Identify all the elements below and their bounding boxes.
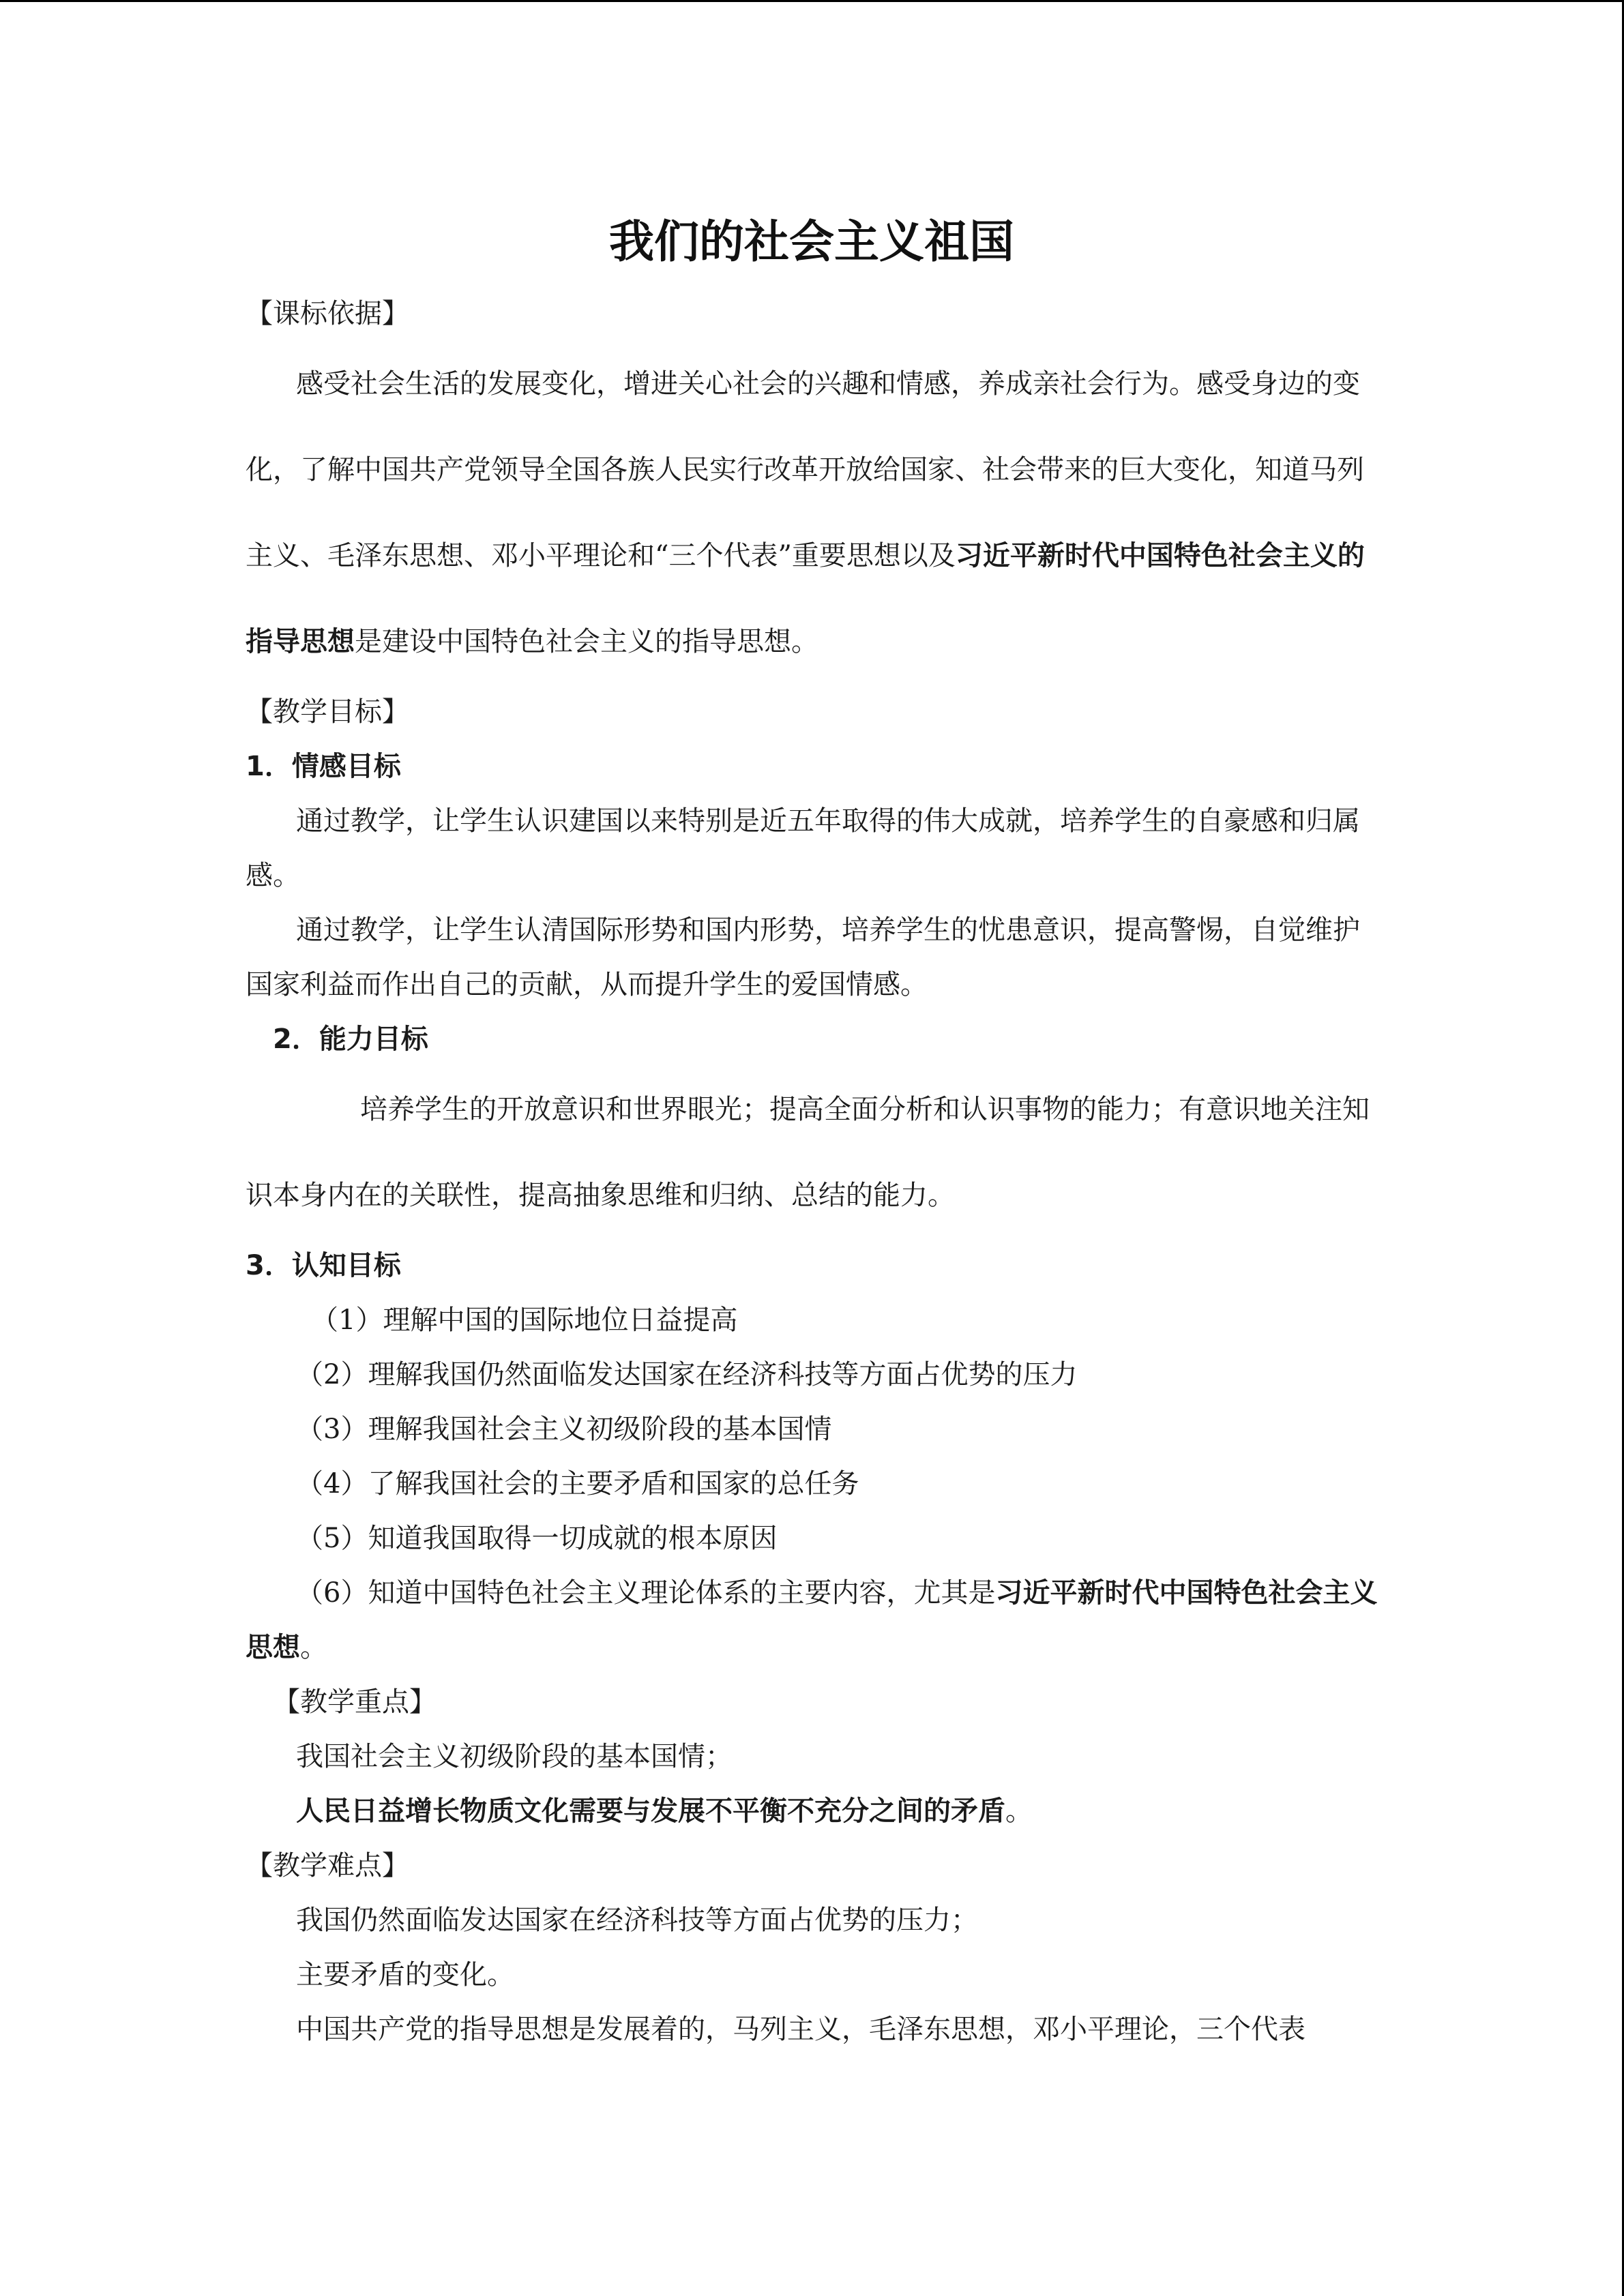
cognition-item-4: （4）了解我国社会的主要矛盾和国家的总任务 [296,1468,859,1500]
cognition-item-6-bold: 习近平新时代中国特色社会主义思想 [246,1577,1378,1663]
ability-objective-paragraph: 培养学生的开放意识和世界眼光；提高全面分析和认识事物的能力；有意识地关注知识本身内在的关联性，提高抽象思维和归纳、总结的能力。 [246,1094,1370,1211]
emotion-objective-heading: 1．情感目标 [246,751,401,782]
difficulty-1: 我国仍然面临发达国家在经济科技等方面占优势的压力； [296,1905,978,1936]
document-page [246,205,1378,2057]
key-point-2-end: 。 [1005,1795,1033,1827]
difficulty-3: 中国共产党的指导思想是发展着的，马列主义，毛泽东思想，邓小平理论，三个代表 [296,2014,1305,2045]
curriculum-text-bold: 习近平新时代中国特色社会主义的指导思想 [246,540,1365,657]
cognition-item-3: （3）理解我国社会主义初级阶段的基本国情 [296,1414,832,1445]
key-point-2 [246,1784,1378,1838]
section-heading-difficulties: 【教学难点】 [246,1850,409,1881]
cognition-item-6-end: 。 [300,1632,327,1663]
cognition-item-6-text: （6）知道中国特色社会主义理论体系的主要内容，尤其是 [296,1577,996,1609]
emotion-objective-paragraph-2: 通过教学，让学生认清国际形势和国内形势，培养学生的忧患意识，提高警惕，自觉维护国家利益而作出自己的贡献，从而提升学生的爱国情感。 [246,914,1360,1000]
cognition-objective-heading: 3．认知目标 [246,1250,401,1281]
curriculum-text: 感受社会生活的发展变化，增进关心社会的兴趣和情感，养成亲社会行为。感受身边的变化，了解中国共产党领导全国各族人民实行改革开放给国家、社会带来的巨大变化，知道马列主义、毛泽东思想、邓小平理论和“三个代表”重要思想以及 [246,368,1364,571]
ability-objective-heading: 2．能力目标 [273,1024,428,1055]
section-heading-curriculum: 【课标依据】 [246,298,409,329]
key-point-2-bold: 人民日益增长物质文化需要与发展不平衡不充分之间的矛盾 [296,1795,1005,1827]
page-title: 我们的社会主义祖国 [609,215,1014,268]
difficulty-2: 主要矛盾的变化。 [296,1959,514,1991]
cognition-item-6 [246,1566,1378,1675]
page-border-top [0,0,1624,2]
curriculum-paragraph [246,341,1378,685]
cognition-item-5: （5）知道我国取得一切成就的根本原因 [296,1523,778,1554]
key-point-1: 我国社会主义初级阶段的基本国情； [296,1741,733,1772]
section-heading-key-points: 【教学重点】 [273,1686,437,1718]
emotion-objective-paragraph-1: 通过教学，让学生认识建国以来特别是近五年取得的伟大成就，培养学生的自豪感和归属感。 [246,805,1360,891]
curriculum-text-end: 是建设中国特色社会主义的指导思想。 [355,626,818,657]
section-heading-objectives: 【教学目标】 [246,696,409,728]
cognition-item-2: （2）理解我国仍然面临发达国家在经济科技等方面占优势的压力 [296,1359,1078,1390]
cognition-item-1: （1）理解中国的国际地位日益提高 [311,1304,738,1336]
